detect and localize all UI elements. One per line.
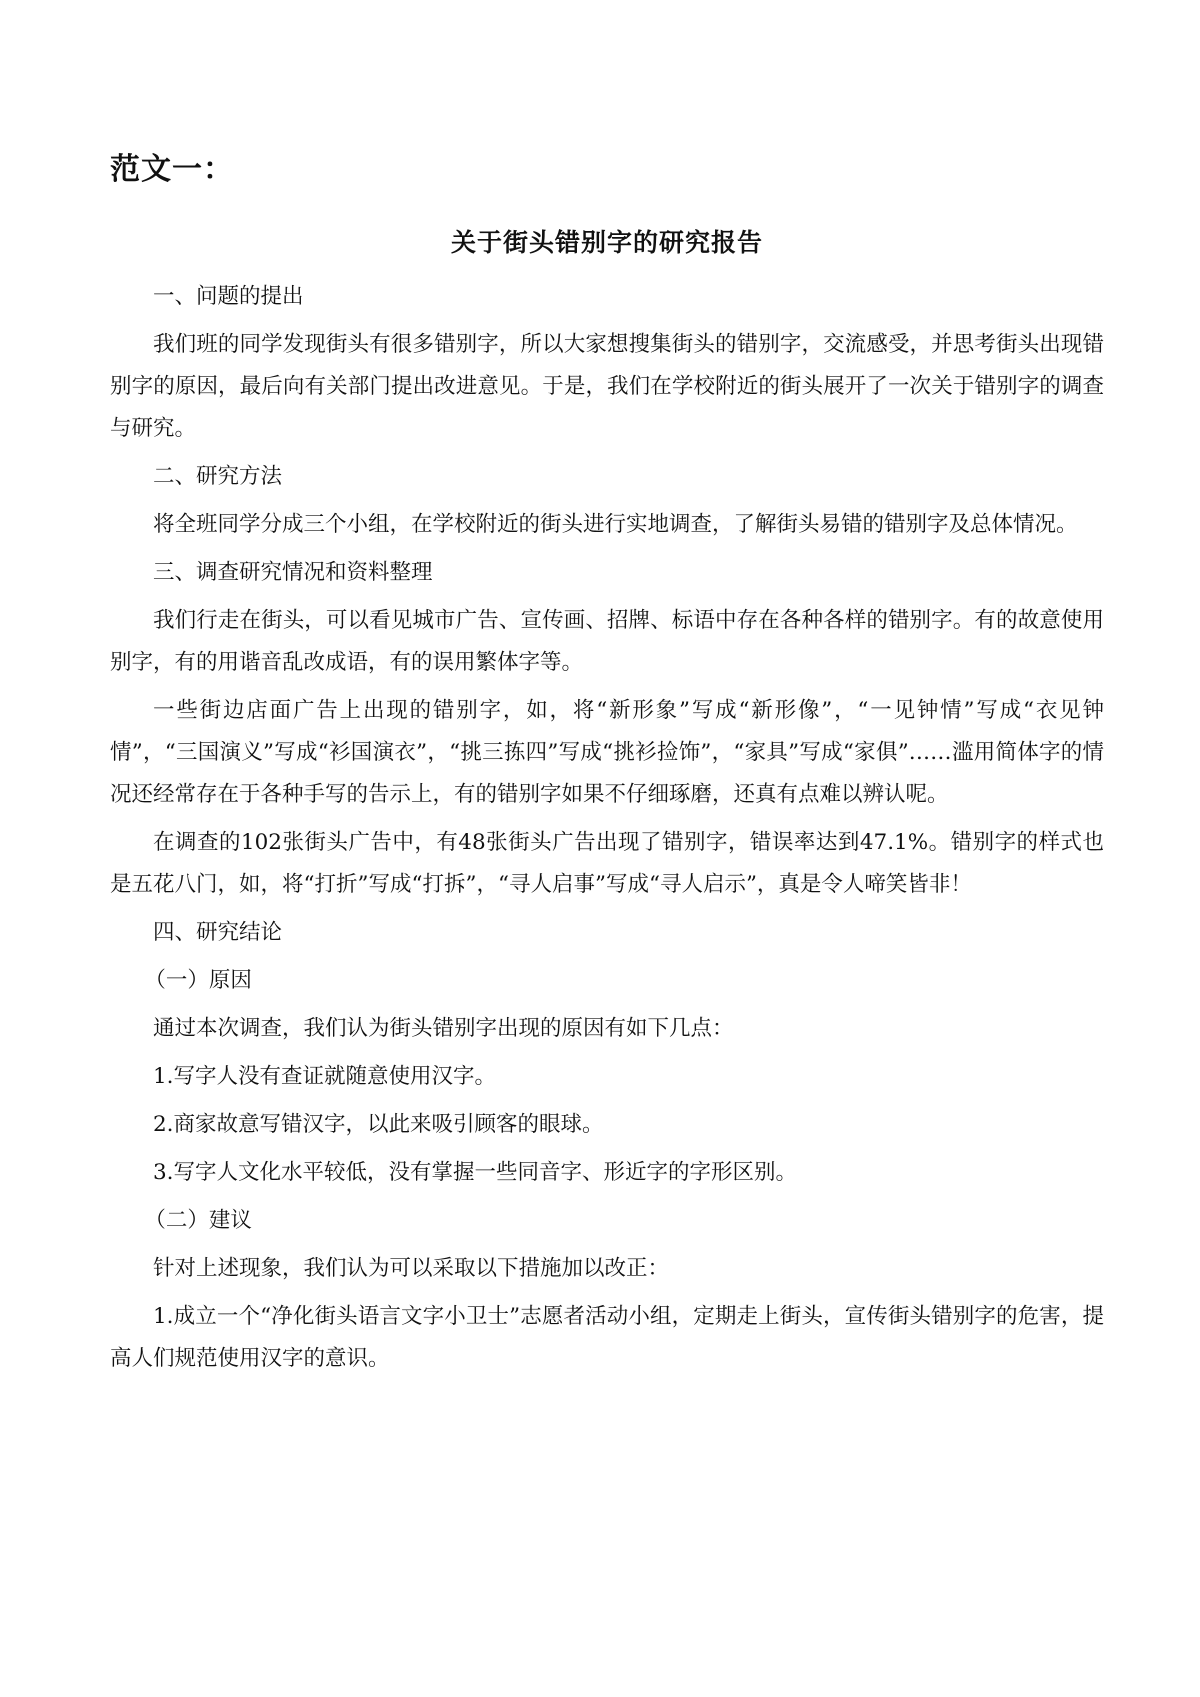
paragraph: 我们班的同学发现街头有很多错别字，所以大家想搜集街头的错别字，交流感受，并思考街头出现错别字的原因，最后向有关部门提出改进意见。于是，我们在学校附近的街头展开了一次关于错别字的调查与研究。	[110, 332, 1104, 441]
subsection-heading-2: （二）建议	[144, 1208, 252, 1233]
list-item: 1.成立一个“净化街头语言文字小卫士”志愿者活动小组，定期走上街头，宣传街头错别字的危害，提高人们规范使用汉字的意识。	[110, 1304, 1104, 1371]
subsection-heading-1: （一）原因	[144, 968, 252, 993]
paragraph: 我们行走在街头，可以看见城市广告、宣传画、招牌、标语中存在各种各样的错别字。有的故意使用别字，有的用谐音乱改成语，有的误用繁体字等。	[110, 608, 1104, 675]
doc-body	[110, 276, 1104, 1380]
doc-title: 关于街头错别字的研究报告	[450, 228, 763, 257]
paragraph: 在调查的102张街头广告中，有48张街头广告出现了错别字，错误率达到47.1%。错别字的样式也是五花八门，如，将“打折”写成“打拆”，“寻人启事”写成“寻人启示”，真是令人啼笑皆非！	[110, 830, 1104, 897]
list-item: 3.写字人文化水平较低，没有掌握一些同音字、形近字的字形区别。	[153, 1160, 798, 1185]
list-item: 1.写字人没有查证就随意使用汉字。	[153, 1064, 497, 1089]
paragraph: 通过本次调查，我们认为街头错别字出现的原因有如下几点：	[153, 1016, 734, 1041]
section-heading-1: 一、问题的提出	[153, 284, 304, 309]
section-heading-2: 二、研究方法	[153, 464, 283, 489]
paragraph: 针对上述现象，我们认为可以采取以下措施加以改正：	[153, 1256, 670, 1281]
doc-heading: 范文一：	[110, 152, 234, 187]
paragraph: 一些街边店面广告上出现的错别字，如，将“新形象”写成“新形像”，“一见钟情”写成“衣见钟情”，“三国演义”写成“衫国演衣”，“挑三拣四”写成“挑衫捡饰”，“家具”写成“家俱”……滥用简体字的情况还经常存在于各种手写的告示上，有的错别字如果不仔细琢磨，还真有点难以辨认呢。	[110, 698, 1104, 807]
section-heading-4: 四、研究结论	[153, 920, 283, 945]
list-item: 2.商家故意写错汉字，以此来吸引顾客的眼球。	[153, 1112, 604, 1137]
paragraph: 将全班同学分成三个小组，在学校附近的街头进行实地调查，了解街头易错的错别字及总体情况。	[153, 512, 1078, 537]
section-heading-3: 三、调查研究情况和资料整理	[153, 560, 433, 585]
